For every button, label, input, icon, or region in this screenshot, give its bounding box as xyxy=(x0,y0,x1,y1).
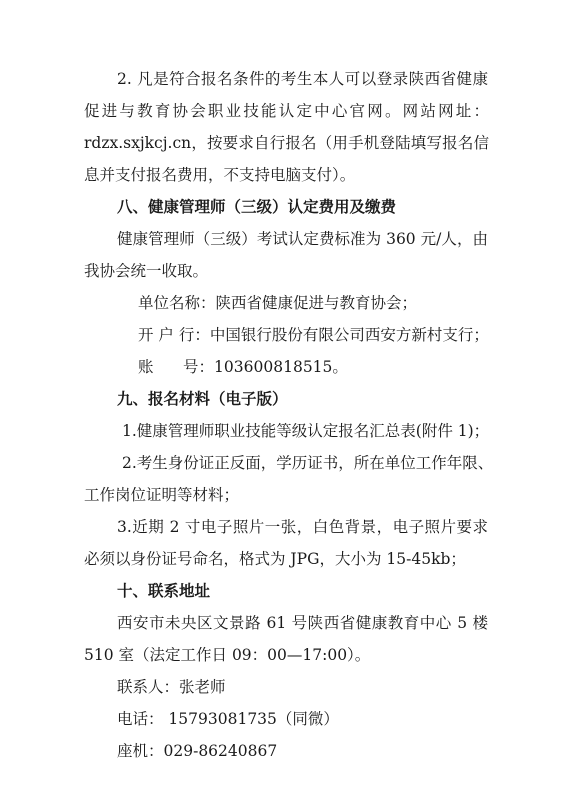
contact-section-heading: 十、联系地址 xyxy=(117,582,211,600)
fee-section-heading: 八、健康管理师（三级）认定费用及缴费 xyxy=(117,198,397,216)
contact-address-line2: 510 室（法定工作日 09：00—17:00）。 xyxy=(84,646,371,664)
materials-item1: 1.健康管理师职业技能等级认定报名汇总表(附件 1)； xyxy=(122,422,490,440)
materials-item2-line1: 2.考生身份证正反面，学历证书，所在单位工作年限、 xyxy=(122,454,494,472)
contact-landline: 座机：029-86240867 xyxy=(117,742,278,760)
contact-phone: 电话： 15793081735（同微） xyxy=(117,710,339,728)
account-bank: 开 户 行：中国银行股份有限公司西安方新村支行； xyxy=(138,326,489,344)
fee-body-line2: 我协会统一收取。 xyxy=(84,262,209,280)
contact-address-line1: 西安市未央区文景路 61 号陕西省健康教育中心 5 楼 xyxy=(117,614,488,632)
reg-item2-line4: 息并支付报名费用，不支持电脑支付）。 xyxy=(84,166,356,184)
account-number: 账 号：103600818515。 xyxy=(138,358,348,376)
materials-section-heading: 九、报名材料（电子版） xyxy=(117,390,288,408)
contact-person: 联系人：张老师 xyxy=(117,678,226,696)
fee-body-line1: 健康管理师（三级）考试认定费标准为 360 元/人，由 xyxy=(117,230,488,248)
account-unit-name: 单位名称：陕西省健康促进与教育协会； xyxy=(138,294,418,312)
reg-item2-line1: 2. 凡是符合报名条件的考生本人可以登录陕西省健康 xyxy=(117,70,488,88)
reg-item2-line3: rdzx.sxjkcj.cn，按要求自行报名（用手机登陆填写报名信 xyxy=(84,134,489,152)
reg-item2-line2: 促进与教育协会职业技能认定中心官网。网站网址： xyxy=(84,102,489,120)
materials-item2-line2: 工作岗位证明等材料； xyxy=(84,486,240,504)
materials-item3-line1: 3.近期 2 寸电子照片一张，白色背景，电子照片要求 xyxy=(117,518,488,536)
materials-item3-line2: 必须以身份证号命名，格式为 JPG，大小为 15-45kb； xyxy=(84,550,466,568)
